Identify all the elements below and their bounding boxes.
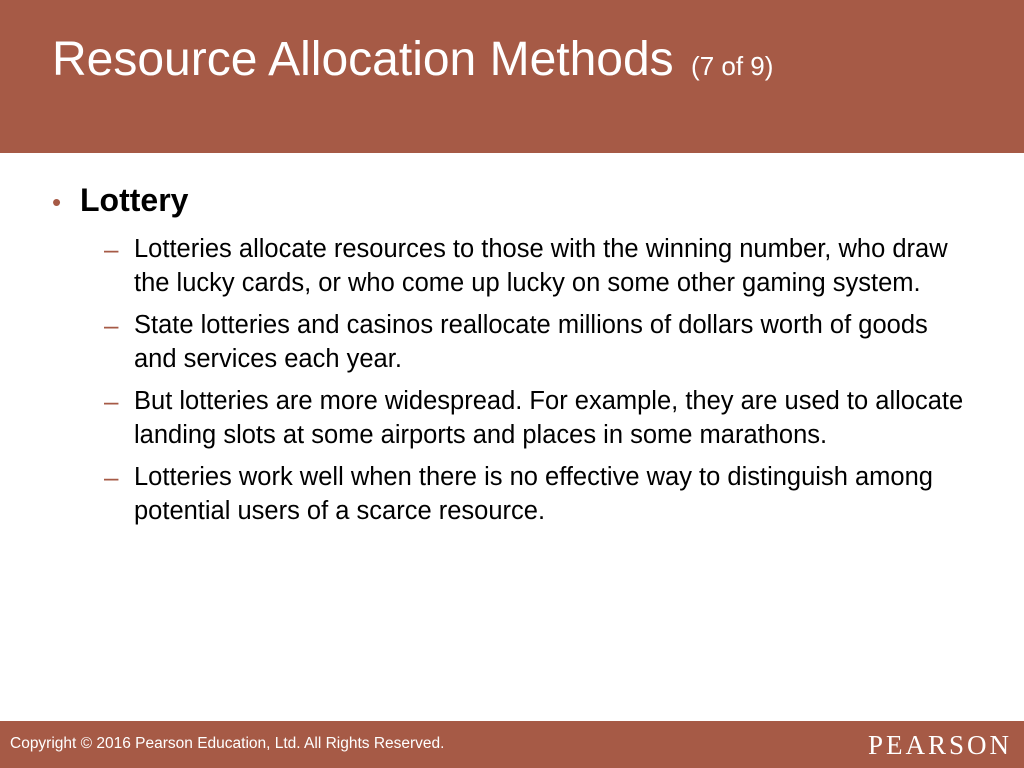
copyright-notice: Copyright © 2016 Pearson Education, Ltd. All Rights Reserved. xyxy=(10,735,445,752)
sub-bullet-text: But lotteries are more widespread. For example, they are used to allocate landing slots at some airports and places in some marathons. xyxy=(134,387,964,449)
dash-marker: – xyxy=(104,462,119,492)
footer-bar xyxy=(0,721,1024,768)
sub-bullet-item xyxy=(104,384,972,452)
bullet-marker: • xyxy=(52,187,62,217)
slide-title-text: Resource Allocation Methods xyxy=(52,33,674,86)
slide-title xyxy=(52,32,773,94)
sub-bullet-item xyxy=(104,232,972,300)
slide-counter: (7 of 9) xyxy=(691,51,774,81)
sub-bullet-list xyxy=(52,232,972,528)
dash-marker: – xyxy=(104,310,119,340)
sub-bullet-item xyxy=(104,308,972,376)
sub-bullet-text: State lotteries and casinos reallocate millions of dollars worth of goods and services each year. xyxy=(134,311,928,373)
sub-bullet-item xyxy=(104,460,972,528)
title-banner xyxy=(0,0,1024,153)
bullet-label: Lottery xyxy=(80,182,189,218)
pearson-logo: PEARSON xyxy=(867,730,1012,760)
dash-marker: – xyxy=(104,386,119,416)
sub-bullet-text: Lotteries work well when there is no effective way to distinguish among potential users of a scarce resource. xyxy=(134,463,933,525)
slide-content xyxy=(52,182,972,536)
dash-marker: – xyxy=(104,234,119,264)
bullet-lottery xyxy=(52,182,972,222)
sub-bullet-text: Lotteries allocate resources to those with the winning number, who draw the lucky cards, or who come up lucky on some other gaming system. xyxy=(134,235,948,297)
